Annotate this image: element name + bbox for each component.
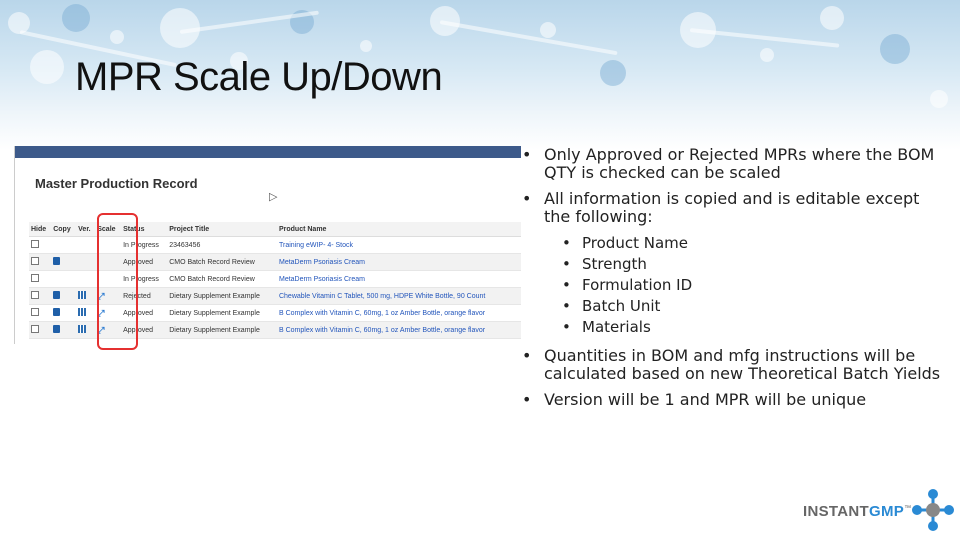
col-hide[interactable]: Hide [29, 222, 51, 237]
col-ver[interactable]: Ver. [76, 222, 95, 237]
bullet-item: • Only Approved or Rejected MPRs where the BOM QTY is checked can be scaled [520, 146, 950, 182]
status-cell: Rejected [121, 288, 167, 305]
hide-checkbox[interactable] [31, 308, 39, 316]
version-icon[interactable] [78, 291, 86, 299]
decor-dot [820, 6, 844, 30]
scale-icon[interactable]: ⤢ [97, 290, 105, 301]
hide-checkbox[interactable] [31, 274, 39, 282]
copy-icon[interactable] [53, 325, 60, 333]
bullet-item: • Version will be 1 and MPR will be unique [520, 391, 950, 409]
project-cell: Dietary Supplement Example [167, 288, 277, 305]
version-icon[interactable] [78, 308, 86, 316]
decor-dot [760, 48, 774, 62]
col-project-title[interactable]: Project Title [167, 222, 277, 237]
logo-text-gmp: GMP [868, 503, 905, 520]
col-copy[interactable]: Copy [51, 222, 76, 237]
bullet-item: • Quantities in BOM and mfg instructions will be calculated based on new Theoretical Batch Yields [520, 347, 950, 383]
scale-icon[interactable]: ⤢ [97, 307, 105, 318]
product-link[interactable]: B Complex with Vitamin C, 60mg, 1 oz Amber Bottle, orange flavor [277, 322, 521, 339]
logo-tm: ™ [904, 505, 912, 512]
sub-bullet-item: • Batch Unit [520, 297, 950, 318]
decor-dot [30, 50, 64, 84]
col-scale[interactable]: Scale [95, 222, 121, 237]
hide-checkbox[interactable] [31, 257, 39, 265]
decor-dot [110, 30, 124, 44]
hide-checkbox[interactable] [31, 240, 39, 248]
scale-column-highlight [97, 213, 138, 350]
version-icon[interactable] [78, 325, 86, 333]
sub-bullet-item: • Product Name [520, 234, 950, 255]
copy-icon[interactable] [53, 291, 60, 299]
project-cell: Dietary Supplement Example [167, 322, 277, 339]
decor-dot [930, 90, 948, 108]
sub-bullet-item: • Materials [520, 318, 950, 339]
project-cell: CMO Batch Record Review [167, 254, 277, 271]
sub-bullet-item: • Strength [520, 255, 950, 276]
decor-dot [360, 40, 372, 52]
status-cell: In Progress [121, 271, 167, 288]
product-link[interactable]: MetaDerm Psoriasis Cream [277, 271, 521, 288]
cursor-icon: ▷ [269, 191, 278, 203]
slide-title: MPR Scale Up/Down [75, 55, 443, 99]
project-cell: CMO Batch Record Review [167, 271, 277, 288]
copy-icon[interactable] [53, 257, 60, 265]
app-screenshot [14, 146, 521, 344]
product-link[interactable]: B Complex with Vitamin C, 60mg, 1 oz Amber Bottle, orange flavor [277, 305, 521, 322]
logo-mark-icon [911, 488, 955, 532]
logo-wordmark [803, 503, 911, 520]
project-cell: Dietary Supplement Example [167, 305, 277, 322]
status-cell: Approved [121, 322, 167, 339]
sub-bullet-item: • Formulation ID [520, 276, 950, 297]
instantgmp-logo [803, 488, 953, 532]
app-header-bar [15, 146, 521, 158]
logo-text-instant: INSTANT [803, 503, 869, 520]
decor-dot [880, 34, 910, 64]
decor-line [440, 20, 618, 55]
decor-dot [600, 60, 626, 86]
scale-icon[interactable]: ⤢ [97, 324, 105, 335]
copy-icon[interactable] [53, 308, 60, 316]
product-link[interactable]: MetaDerm Psoriasis Cream [277, 254, 521, 271]
hide-checkbox[interactable] [31, 325, 39, 333]
col-product-name[interactable]: Product Name [277, 222, 521, 237]
sub-bullet-list [520, 234, 950, 339]
status-cell: In Progress [121, 237, 167, 254]
project-cell: 23463456 [167, 237, 277, 254]
bullet-list [520, 146, 950, 417]
hide-checkbox[interactable] [31, 291, 39, 299]
status-cell: Approved [121, 305, 167, 322]
status-cell: Approved [121, 254, 167, 271]
panel-title: Master Production Record [35, 176, 198, 191]
product-link[interactable]: Training eWIP- 4- Stock [277, 237, 521, 254]
col-status[interactable]: Status [121, 222, 167, 237]
decor-dot [540, 22, 556, 38]
decor-dot [62, 4, 90, 32]
bullet-item: • All information is copied and is editable except the following: [520, 190, 950, 226]
product-link[interactable]: Chewable Vitamin C Tablet, 500 mg, HDPE White Bottle, 90 Count [277, 288, 521, 305]
